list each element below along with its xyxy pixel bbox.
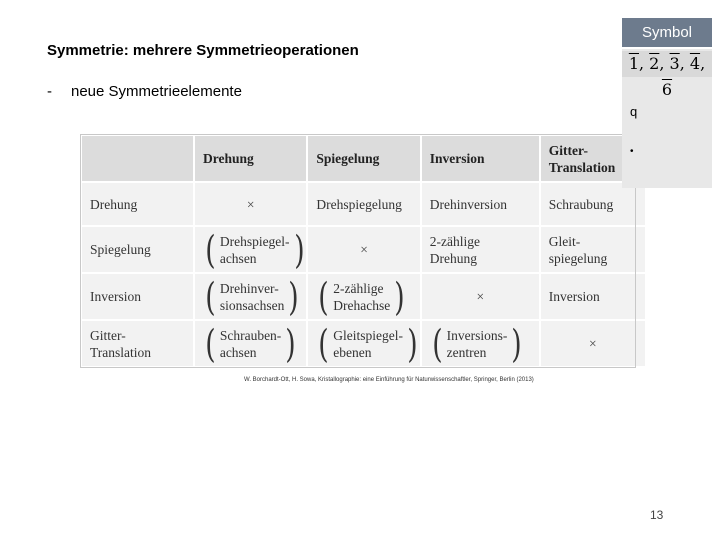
cell-text: Drehspiegel- achsen [219, 233, 290, 266]
table-cell [421, 320, 540, 367]
cell-text: Schrauben- achsen [219, 327, 282, 360]
bullet-item [47, 83, 242, 100]
table-row [81, 320, 646, 367]
table-cell: Inversion [540, 273, 646, 320]
table-cell: Schraubung [540, 182, 646, 226]
bracketed-entry [316, 321, 419, 366]
table-row [81, 226, 646, 273]
right-paren-icon: ) [394, 274, 405, 319]
bracketed-entry [430, 321, 539, 366]
cell-text: Gleitspiegel- ebenen [333, 327, 403, 360]
right-paren-icon: ) [288, 274, 299, 319]
slide-title: Symmetrie: mehrere Symmetrieoperationen [47, 42, 359, 59]
table-cell [194, 320, 307, 367]
symbol-digit: 1 [628, 54, 639, 73]
table-cell: × [307, 226, 420, 273]
left-paren-icon: ( [205, 274, 216, 319]
left-paren-icon: ( [205, 321, 216, 366]
left-paren-icon: ( [432, 321, 443, 366]
rotoinversion-symbols: 1, 2, 3, 4, 6 [622, 51, 712, 77]
header-cell: Gitter- Translation [540, 135, 646, 182]
table-cell: × [421, 273, 540, 320]
symbol-header: Symbol [622, 18, 712, 47]
table-cell: 2-zählige Drehung [421, 226, 540, 273]
bullet-text: neue Symmetrieelemente [71, 83, 242, 100]
bracketed-entry [203, 227, 306, 272]
symbol-digit: 4 [689, 54, 701, 73]
table-row [81, 182, 646, 226]
header-cell: Drehung [194, 135, 307, 182]
symbol-panel [622, 18, 712, 168]
left-paren-icon: ( [318, 274, 329, 319]
table-cell: Drehinversion [421, 182, 540, 226]
table-cell: Gleit- spiegelung [540, 226, 646, 273]
table-corner-cell [81, 135, 194, 182]
table-cell: × [540, 320, 646, 367]
bracketed-entry [316, 274, 419, 319]
left-paren-icon: ( [205, 227, 216, 272]
cell-text: Inversions- zentren [446, 327, 508, 360]
header-cell: Spiegelung [307, 135, 420, 182]
symmetry-combination-table [80, 134, 647, 368]
citation: W. Borchardt-Ott, H. Sowa, Kristallographie: eine Einführung für Naturwissenschaftler, Springer, Berlin (2013) [244, 377, 534, 383]
table-header-row [81, 135, 646, 182]
page-number: 13 [650, 508, 664, 522]
bracketed-entry [203, 274, 306, 319]
bullet-dash: - [47, 83, 52, 100]
table-cell: Drehspiegelung [307, 182, 420, 226]
symbol-digit: 6 [661, 80, 673, 99]
row-header: Inversion [81, 273, 194, 320]
table-cell [307, 320, 420, 367]
bullet-glyph: q [630, 104, 638, 119]
left-paren-icon: ( [318, 321, 329, 366]
symbol-digit: 2 [649, 54, 660, 73]
row-header: Drehung [81, 182, 194, 226]
right-paren-icon: ) [285, 321, 296, 366]
table-cell: × [194, 182, 307, 226]
cell-text: Drehinver- sionsachsen [219, 280, 285, 313]
right-paren-icon: ) [511, 321, 522, 366]
right-paren-icon: ) [407, 321, 418, 366]
table-cell [194, 273, 307, 320]
bracketed-entry [203, 321, 306, 366]
symbol-digit: 3 [669, 54, 680, 73]
table-cell [194, 226, 307, 273]
right-paren-icon: ) [293, 227, 305, 272]
table-cell [307, 273, 420, 320]
row-header: Gitter- Translation [81, 320, 194, 367]
row-header: Spiegelung [81, 226, 194, 273]
symbol-list [622, 49, 712, 188]
header-cell: Inversion [421, 135, 540, 182]
table-row [81, 273, 646, 320]
bullet-glyph: • [630, 146, 634, 157]
cell-text: 2-zählige Drehachse [333, 280, 391, 313]
